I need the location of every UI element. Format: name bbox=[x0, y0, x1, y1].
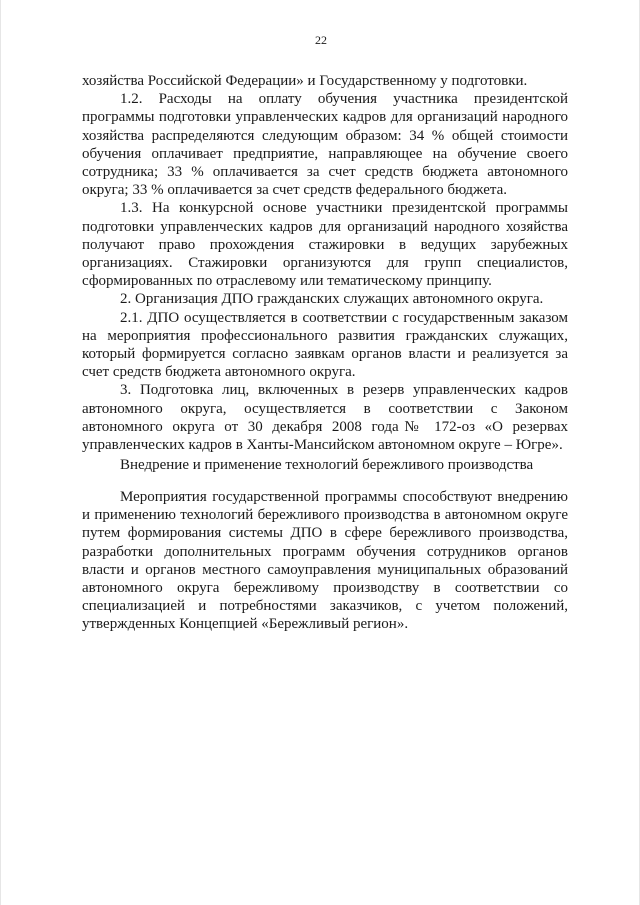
section-paragraph: Мероприятия государственной программы способствуют внедрению и применению технологий бережливого производства в автономном округе путем формирования системы ДПО в сфере бережливого производства, разработки дополнительных программ обучения сотрудников органов власти и органов местного самоуправления муниципальных образований автономного округа бережливому производству в соответствии со специализацией и потребностями заказчиков, с учетом положений, утвержденных Концепцией «Бережливый регион». bbox=[82, 489, 568, 633]
paragraph-1-3: 1.3. На конкурсной основе участники президентской программы подготовки управленческих кадров для организаций народного хозяйства получают право прохождения стажировки в ведущих зарубежных организациях. Стажировки организуются для групп специалистов, сформированных по отраслевому или тематическому принципу. bbox=[82, 200, 568, 290]
paragraph-1-2: 1.2. Расходы на оплату обучения участника президентской программы подготовки управленческих кадров для организаций народного хозяйства распределяются следующим образом: 34 % общей стоимости обучения оплачивает предприятие, направляющее на обучение своего сотрудника; 33 % оплачивается за счет средств бюджета автономного округа; 33 % оплачивается за счет средств федерального бюджета. bbox=[82, 91, 568, 199]
paragraph-2: 2. Организация ДПО гражданских служащих автономного округа. bbox=[120, 291, 544, 308]
paragraph-3: 3. Подготовка лиц, включенных в резерв управленческих кадров автономного округа, осуществляется в соответствии с Законом автономного округа от 30 декабря 2008 года№ 172-оз «О резервах управленческих кадров в Ханты-Мансийском автономном округе – Югре». bbox=[82, 382, 568, 454]
paragraph-continuation: хозяйства Российской Федерации» и Государственному у подготовки. bbox=[82, 73, 528, 89]
section-body bbox=[82, 488, 568, 634]
paragraph-2-1: 2.1. ДПО осуществляется в соответствии с государственным заказом на мероприятия профессионального развития гражданских служащих, который формируется согласно заявкам органов власти и реализуется за счет средств бюджета автономного округа. bbox=[82, 309, 568, 381]
document-body bbox=[82, 72, 568, 454]
page-number: 22 bbox=[315, 33, 327, 47]
section-heading: Внедрение и применение технологий бережливого производства bbox=[120, 457, 534, 473]
